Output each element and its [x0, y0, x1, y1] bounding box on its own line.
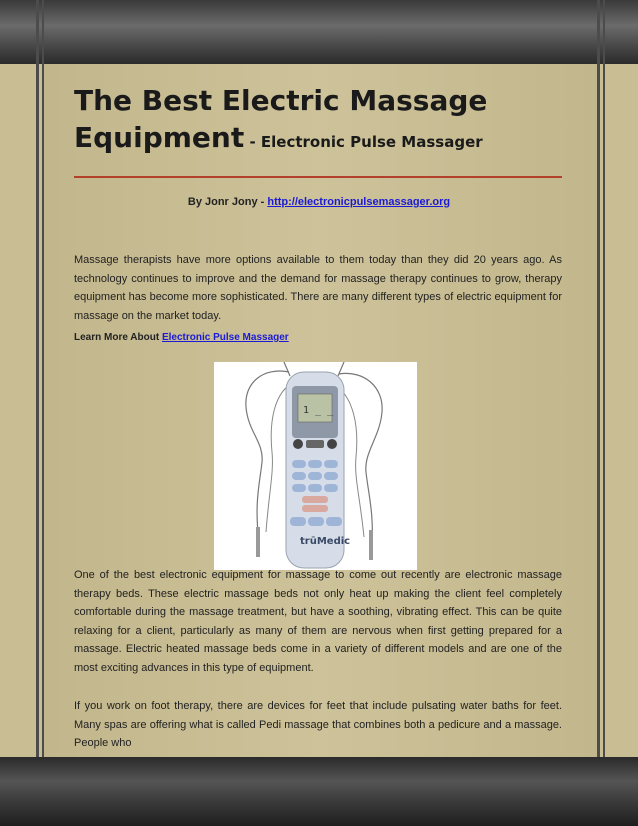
wire-right-1: [339, 373, 382, 547]
product-image: [214, 362, 417, 570]
left-border-line: [36, 0, 39, 826]
learn-more-line: [74, 332, 289, 343]
electrode-pin-right: [369, 530, 373, 560]
title-subtitle: - Electronic Pulse Massager: [244, 133, 483, 151]
bottom-frame-bar: [0, 757, 638, 826]
paragraph-foot-therapy: If you work on foot therapy, there are devices for feet that include pulsating water baths for feet. Many spas are offering what is called Pedi massage that combines both a pedicure and a massage. People who: [74, 700, 562, 749]
timer-buttons: [290, 517, 342, 526]
mode-buttons: [292, 460, 338, 492]
lcd-text: 1 _ _: [303, 405, 334, 416]
byline-author: By Jonr Jony -: [187, 196, 268, 208]
brand-logo: trūMedic: [300, 536, 351, 547]
intro-paragraph: Massage therapists have more options available to them today than they did 20 years ago. As technology continues to improve and the demand for massage therapy continues to grow, therapy equipment has become more sophisticated. There are many different types of electric equipment for massage on the market today.: [74, 254, 562, 322]
learn-more-label: Learn More About: [74, 332, 162, 343]
title-divider: [74, 176, 562, 178]
title-main: The Best Electric Massage Equipment: [74, 84, 488, 154]
right-knob: [327, 439, 337, 449]
document-title: [74, 82, 564, 161]
power-label: [306, 440, 324, 448]
left-knob: [293, 439, 303, 449]
byline-link[interactable]: http://electronicpulsemassager.org: [267, 196, 451, 208]
learn-more-link[interactable]: Electronic Pulse Massager: [161, 332, 289, 343]
massager-device-illustration: [214, 362, 417, 570]
electrode-pin-left: [256, 527, 260, 557]
right-border-line: [597, 0, 600, 826]
byline: [74, 196, 564, 208]
right-border-line-inner: [603, 0, 605, 826]
paragraph-equipment-beds: One of the best electronic equipment for massage to come out recently are electronic massage therapy beds. These electric massage beds not only heat up making the client feel completely comfortable during the massage treatment, but have a soothing, vibrating effect. This can be quite relaxing for a client, particularly as many of them are nervous when first getting prepared for a massage. Electric heated massage beds come in a variety of different models and are one of the most exciting advances in this type of equipment.: [74, 569, 562, 674]
top-frame-bar: [0, 0, 638, 64]
